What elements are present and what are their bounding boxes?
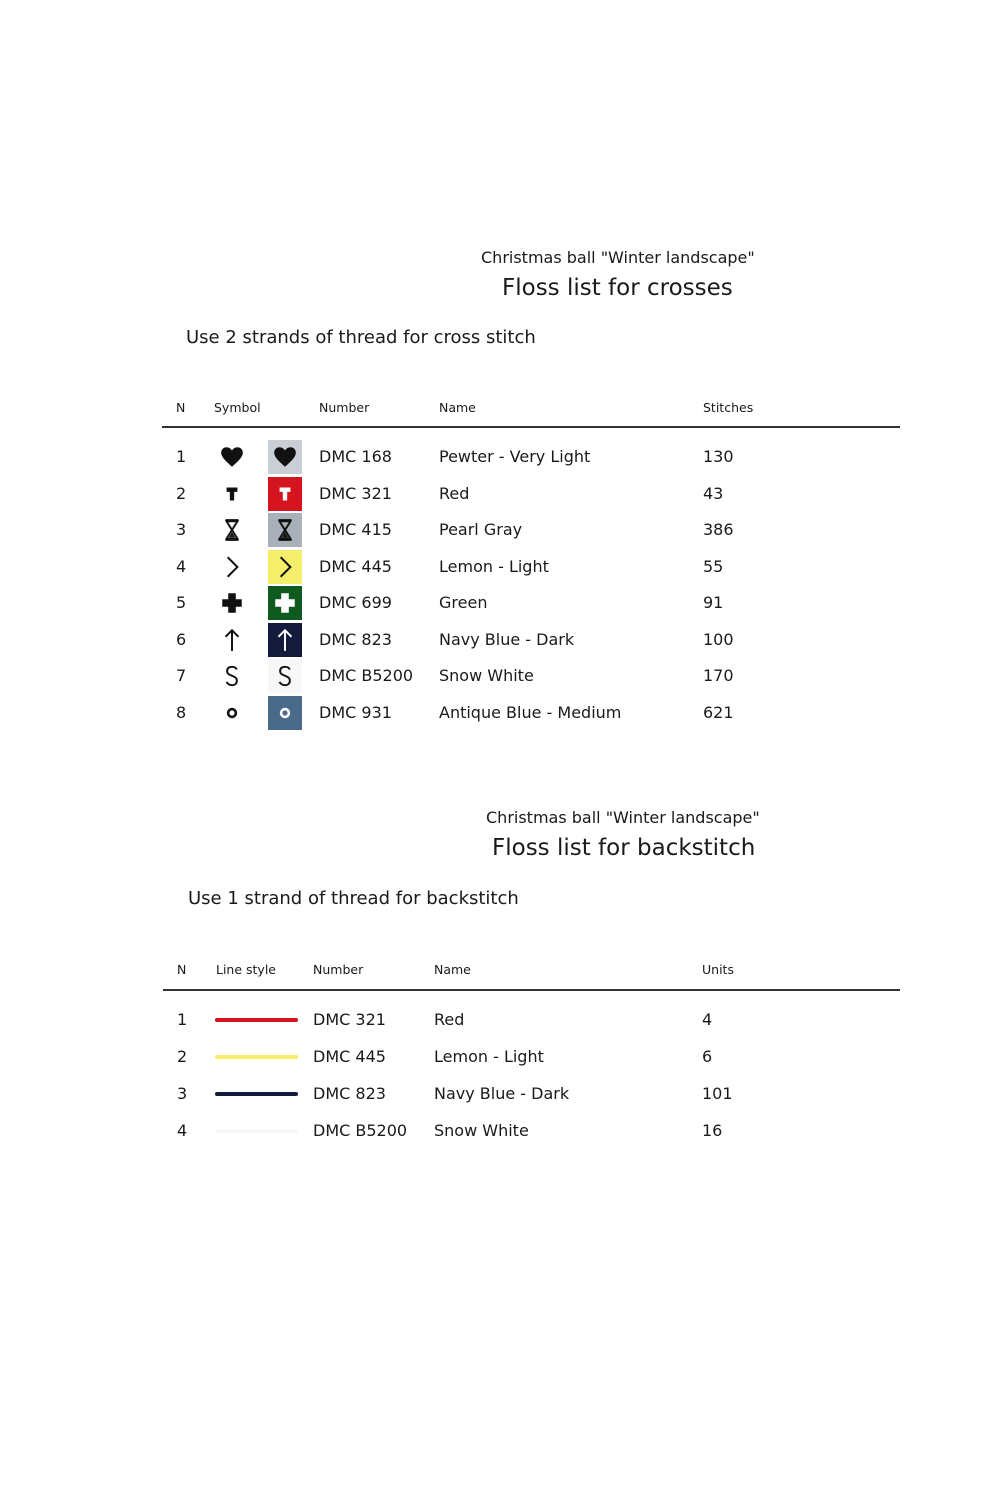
unit-count: 6 bbox=[702, 1047, 713, 1066]
heart-icon bbox=[217, 442, 247, 472]
color-swatch bbox=[268, 696, 302, 730]
row-number: 5 bbox=[176, 593, 187, 612]
backstitch-note: Use 1 strand of thread for backstitch bbox=[188, 888, 519, 909]
floss-name: Red bbox=[439, 483, 470, 503]
row-number: 2 bbox=[177, 1047, 188, 1066]
floss-name: Navy Blue - Dark bbox=[434, 1084, 570, 1103]
floss-name: Navy Blue - Dark bbox=[439, 629, 575, 649]
color-swatch bbox=[268, 513, 302, 547]
floss-number: DMC 445 bbox=[313, 1047, 386, 1066]
floss-name: Pearl Gray bbox=[439, 520, 523, 539]
floss-number: DMC 445 bbox=[319, 556, 392, 576]
row-number: 1 bbox=[176, 447, 187, 466]
plus-icon bbox=[217, 588, 247, 618]
stitch-count: 43 bbox=[703, 483, 724, 503]
row-number: 2 bbox=[176, 483, 187, 503]
backstitch-subtitle: Christmas ball "Winter landscape" bbox=[486, 808, 760, 827]
crosses-note: Use 2 strands of thread for cross stitch bbox=[186, 327, 536, 348]
row-number: 1 bbox=[177, 1010, 188, 1029]
backstitch-title: Floss list for backstitch bbox=[492, 835, 756, 861]
row-number: 7 bbox=[176, 666, 187, 685]
floss-name: Lemon - Light bbox=[439, 556, 549, 576]
line-style-sample bbox=[215, 1018, 298, 1022]
color-swatch bbox=[268, 477, 302, 511]
row-number: 3 bbox=[177, 1084, 188, 1103]
stitch-count: 170 bbox=[703, 666, 734, 685]
floss-number: DMC 321 bbox=[319, 483, 392, 503]
crosses-title: Floss list for crosses bbox=[502, 275, 733, 301]
row-number: 8 bbox=[176, 702, 187, 722]
row-number: 4 bbox=[176, 556, 187, 576]
color-swatch bbox=[268, 586, 302, 620]
floss-number: DMC 823 bbox=[313, 1084, 386, 1103]
color-swatch bbox=[268, 440, 302, 474]
ring-icon bbox=[217, 698, 247, 728]
row-number: 6 bbox=[176, 629, 187, 649]
color-swatch bbox=[268, 659, 302, 693]
floss-number: DMC B5200 bbox=[319, 666, 414, 685]
crosses-subtitle: Christmas ball "Winter landscape" bbox=[481, 248, 755, 267]
floss-number: DMC B5200 bbox=[313, 1121, 408, 1140]
arrow-up-icon bbox=[217, 625, 247, 655]
crosses-header-number: Number bbox=[319, 400, 370, 415]
s-letter-icon bbox=[217, 661, 247, 691]
line-style-sample bbox=[215, 1055, 298, 1059]
hourglass-icon bbox=[217, 515, 247, 545]
unit-count: 4 bbox=[702, 1010, 713, 1029]
crosses-header-stitches: Stitches bbox=[703, 400, 754, 415]
unit-count: 16 bbox=[702, 1121, 723, 1140]
floss-number: DMC 415 bbox=[319, 520, 392, 539]
crosses-header-symbol: Symbol bbox=[214, 400, 261, 415]
backstitch-header-name: Name bbox=[434, 962, 471, 977]
chevron-right-icon bbox=[217, 552, 247, 582]
floss-number: DMC 823 bbox=[319, 629, 392, 649]
backstitch-header-line-style: Line style bbox=[216, 962, 276, 977]
stitch-count: 130 bbox=[703, 447, 734, 466]
backstitch-header-rule bbox=[163, 989, 900, 991]
color-swatch bbox=[268, 550, 302, 584]
stitch-count: 621 bbox=[703, 702, 734, 722]
row-number: 3 bbox=[176, 520, 187, 539]
floss-number: DMC 168 bbox=[319, 447, 392, 466]
crosses-header-n: N bbox=[176, 400, 186, 415]
floss-name: Lemon - Light bbox=[434, 1047, 544, 1066]
line-style-sample bbox=[215, 1092, 298, 1096]
t-block-icon bbox=[217, 479, 247, 509]
floss-name: Pewter - Very Light bbox=[439, 447, 591, 466]
unit-count: 101 bbox=[702, 1084, 733, 1103]
floss-number: DMC 699 bbox=[319, 593, 392, 612]
color-swatch bbox=[268, 623, 302, 657]
floss-name: Snow White bbox=[439, 666, 534, 685]
floss-number: DMC 931 bbox=[319, 702, 392, 722]
floss-name: Snow White bbox=[434, 1121, 529, 1140]
crosses-header-rule bbox=[162, 426, 900, 428]
floss-name: Antique Blue - Medium bbox=[439, 702, 622, 722]
floss-name: Green bbox=[439, 593, 488, 612]
line-style-sample bbox=[215, 1129, 298, 1133]
stitch-count: 386 bbox=[703, 520, 734, 539]
row-number: 4 bbox=[177, 1121, 188, 1140]
stitch-count: 91 bbox=[703, 593, 724, 612]
backstitch-header-units: Units bbox=[702, 962, 734, 977]
floss-name: Red bbox=[434, 1010, 465, 1029]
backstitch-header-n: N bbox=[177, 962, 187, 977]
stitch-count: 55 bbox=[703, 556, 724, 576]
crosses-header-name: Name bbox=[439, 400, 476, 415]
floss-number: DMC 321 bbox=[313, 1010, 386, 1029]
backstitch-header-number: Number bbox=[313, 962, 364, 977]
stitch-count: 100 bbox=[703, 629, 734, 649]
